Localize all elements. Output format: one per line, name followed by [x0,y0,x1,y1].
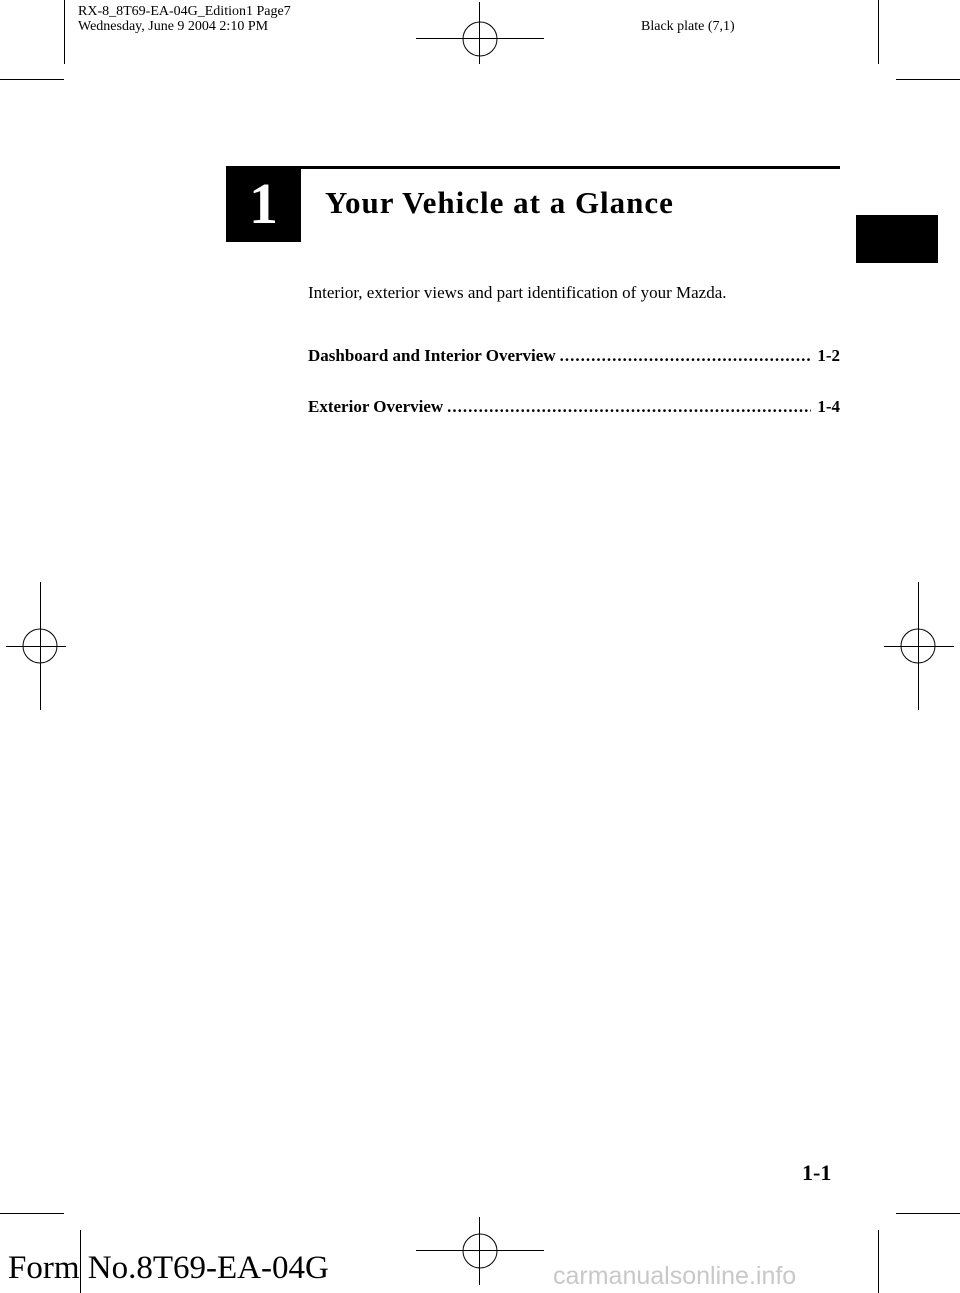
print-info [78,4,291,34]
crop-mark [896,1213,960,1214]
watermark: carmanualsonline.info [553,1262,797,1290]
chapter-title: Your Vehicle at a Glance [325,185,674,220]
crop-mark [878,0,879,64]
chapter-rule [226,166,840,169]
chapter-tab [856,215,938,263]
toc-leader [447,397,811,417]
registration-mark-icon [452,1223,508,1279]
crop-mark [64,0,65,64]
toc-entry-page: 1-2 [817,346,840,365]
crop-mark [0,79,64,80]
crop-mark [896,79,960,80]
toc-entry-page: 1-4 [817,397,840,416]
chapter-number-box [226,166,301,242]
chapter-intro: Interior, exterior views and part identification of your Mazda. [308,283,727,302]
registration-mark-icon [890,618,946,674]
toc-entry-title: Dashboard and Interior Overview [308,346,556,365]
registration-mark-icon [452,11,508,67]
file-line: RX-8_8T69-EA-04G_Edition1 Page7 [78,4,291,19]
date-line: Wednesday, June 9 2004 2:10 PM [78,19,269,34]
registration-mark-icon [12,618,68,674]
crop-mark [878,1230,879,1293]
toc-entry-exterior[interactable] [308,397,840,417]
toc-entry-dashboard[interactable] [308,346,840,366]
toc-leader [560,346,812,366]
toc-entry-title: Exterior Overview [308,397,444,416]
chapter-number: 1 [249,171,278,236]
plate-label: Black plate (7,1) [641,19,735,34]
crop-mark [0,1213,64,1214]
page-number: 1-1 [802,1160,832,1185]
form-number: Form No.8T69-EA-04G [8,1250,329,1286]
